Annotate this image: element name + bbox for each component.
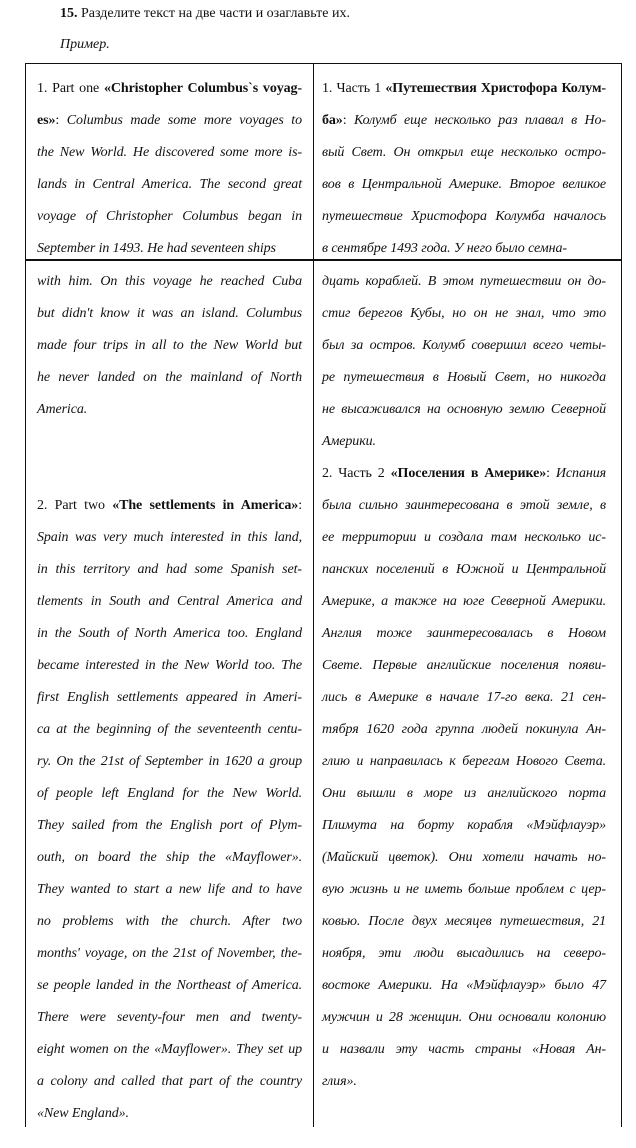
text-line (322, 682, 606, 714)
body-text: дцать кораблей. В этом путешествии он до- (322, 274, 606, 289)
body-text: tlements in South and Central America and (37, 594, 302, 609)
text-line (37, 778, 302, 810)
text-line (37, 522, 302, 554)
text-line (37, 650, 302, 682)
blank-line (37, 458, 302, 490)
text-line (322, 298, 606, 330)
text-line (322, 458, 606, 490)
body-text: 1. Part one (37, 81, 104, 96)
body-text: became interested in the New World too. The (37, 658, 302, 673)
text-line (322, 970, 606, 1002)
text-line (37, 1002, 302, 1034)
text-line (322, 426, 606, 458)
body-text: in the South of North America too. England (37, 626, 302, 641)
body-text: se people landed in the Northeast of America. (37, 978, 302, 993)
body-text: панских поселений в Южной и Центральной (322, 562, 606, 577)
task-text: Разделите текст на две части и озаглавьте их. (77, 6, 350, 21)
body-text: вов в Центральной Америке. Второе великое (322, 177, 606, 192)
body-text: и назвали эту часть страны «Новая Ан- (322, 1042, 606, 1057)
text-line (37, 906, 302, 938)
text-line (37, 330, 302, 362)
text-line (322, 1002, 606, 1034)
text-line (322, 874, 606, 906)
text-line (37, 394, 302, 426)
text-line (322, 778, 606, 810)
body-text: ре путешествия в Новый Свет, но никогда (322, 370, 606, 385)
blank-line (37, 426, 302, 458)
text-line (322, 233, 606, 259)
text-line (322, 137, 606, 169)
body-text: Испания (555, 466, 606, 481)
body-text: 2. Часть 2 (322, 466, 391, 481)
body-text: of people left England for the New World. (37, 786, 302, 801)
body-text: ca at the beginning of the seventeenth centu- (37, 722, 302, 737)
text-line (322, 746, 606, 778)
body-text: eight women on the «Mayflower». They set up (37, 1042, 302, 1057)
text-line (37, 970, 302, 1002)
text-line (37, 490, 302, 522)
body-text: ноября, эти люди высадились на северо- (322, 946, 606, 961)
text-line (322, 586, 606, 618)
text-line (37, 746, 302, 778)
body-text: There were seventy-four men and twenty- (37, 1010, 302, 1025)
body-text: lands in Central America. The second great (37, 177, 302, 192)
body-text: They wanted to start a new life and to have (37, 882, 302, 897)
body-text: тября 1620 года группа людей покинула Ан- (322, 722, 606, 737)
body-text: ry. On the 21st of September in 1620 a group (37, 754, 302, 769)
body-text: months' voyage, on the 21st of November, the- (37, 946, 302, 961)
text-line (322, 938, 606, 970)
text-line (322, 394, 606, 426)
body-text: Spain was very much interested in this land, (37, 530, 302, 545)
section-title-text: «Путешествия Христофора Колум- (385, 81, 606, 96)
russian-cell (314, 64, 618, 259)
text-line (322, 105, 606, 137)
text-line (37, 362, 302, 394)
text-line (322, 714, 606, 746)
body-text: Колумб еще несколько раз плавал в Но- (353, 113, 606, 128)
body-text: вую жизнь и не иметь больше проблем с цер- (322, 882, 606, 897)
text-line (322, 906, 606, 938)
text-line (37, 105, 302, 137)
text-line (37, 586, 302, 618)
text-line (37, 618, 302, 650)
body-text: Они вышли в море из английского порта (322, 786, 606, 801)
body-text: 1. Часть 1 (322, 81, 386, 96)
text-line (37, 233, 302, 259)
body-text: путешествие Христофора Колумба началось (322, 209, 606, 224)
text-line (322, 169, 606, 201)
text-line (322, 1034, 606, 1066)
section-title-text: es» (37, 113, 56, 128)
body-text: Америки. (322, 434, 376, 449)
text-line (322, 362, 606, 394)
body-text: мужчин и 28 женщин. Они основали колонию (322, 1010, 606, 1025)
text-line (322, 73, 606, 105)
section-title-text: «The settlements in America» (112, 498, 299, 513)
body-text: лись в Америке в начале 17-го века. 21 сен- (322, 690, 606, 705)
body-text: in this territory and had some Spanish set- (37, 562, 302, 577)
body-text: не высаживался на основную землю Северной (322, 402, 606, 417)
body-text: Америке, а также на юге Северной Америки. (322, 594, 606, 609)
body-text: ее территории и создала там несколько ис- (322, 530, 606, 545)
example-label: Пример. (60, 37, 110, 52)
body-text: вый Свет. Он открыл еще несколько остро- (322, 145, 606, 160)
body-text: but didn't know it was an island. Columbus (37, 306, 302, 321)
body-text: (Майский цветок). Они хотели начать но- (322, 850, 606, 865)
body-text: в сентябре 1493 года. У него было семна- (322, 241, 567, 256)
body-text: a colony and called that part of the country (37, 1074, 302, 1089)
body-text: 2. Part two (37, 498, 113, 513)
body-text: Англия тоже заинтересовалась в Новом (322, 626, 606, 641)
text-line (322, 810, 606, 842)
body-text: стиг берегов Кубы, но он не знал, что это (322, 306, 606, 321)
text-line (322, 201, 606, 233)
body-text: глию и направилась к берегам Нового Света. (322, 754, 606, 769)
russian-cell (314, 261, 618, 1127)
text-line (37, 169, 302, 201)
text-line (322, 1066, 606, 1098)
body-text: «New England». (37, 1106, 129, 1121)
body-text: ковью. После двух месяцев путешествия, 21 (322, 914, 606, 929)
text-line (37, 73, 302, 105)
section-title-text: ба» (322, 113, 343, 128)
body-text: first English settlements appeared in Ameri- (37, 690, 302, 705)
body-text: : (298, 498, 303, 513)
section-title-text: «Поселения в Америке» (390, 466, 547, 481)
table-row (26, 64, 621, 261)
body-text: был за остров. Колумб совершил всего четы- (322, 338, 606, 353)
text-line (37, 1066, 302, 1098)
text-line (37, 842, 302, 874)
text-line (37, 266, 302, 298)
text-line (322, 266, 606, 298)
task-number: 15. (60, 6, 78, 21)
body-text: : (342, 113, 354, 128)
text-line (37, 938, 302, 970)
body-text: Плимута на борту корабля «Мэйфлауэр» (322, 818, 606, 833)
body-text: : (55, 113, 67, 128)
body-text: the New World. He discovered some more is- (37, 145, 302, 160)
body-text: September in 1493. He had seventeen ships (37, 241, 276, 256)
task-instruction (60, 6, 350, 22)
english-cell (26, 261, 314, 1127)
text-line (322, 330, 606, 362)
text-line (37, 298, 302, 330)
body-text: Свете. Первые английские поселения появи- (322, 658, 606, 673)
table-row (26, 261, 621, 1127)
body-text: Columbus made some more voyages to (66, 113, 302, 128)
text-line (37, 201, 302, 233)
text-line (322, 522, 606, 554)
text-line (37, 810, 302, 842)
body-text: he never landed on the mainland of North (37, 370, 302, 385)
body-text: made four trips in all to the New World but (37, 338, 302, 353)
section-title-text: «Christopher Columbus`s voyag- (103, 81, 302, 96)
body-text: voyage of Christopher Columbus began in (37, 209, 302, 224)
body-text: outh, on board the ship the «Mayflower». (37, 850, 302, 865)
body-text: глия». (322, 1074, 357, 1089)
text-line (37, 874, 302, 906)
text-line (37, 554, 302, 586)
text-line (322, 554, 606, 586)
text-line (322, 490, 606, 522)
body-text: no problems with the church. After two (37, 914, 302, 929)
body-text: They sailed from the English port of Plym- (37, 818, 302, 833)
body-text: with him. On this voyage he reached Cuba (37, 274, 302, 289)
text-line (37, 682, 302, 714)
english-cell (26, 64, 314, 259)
body-text: : (546, 466, 556, 481)
text-line (37, 137, 302, 169)
text-line (37, 1034, 302, 1066)
text-line (37, 1098, 302, 1127)
text-line (322, 618, 606, 650)
text-line (322, 650, 606, 682)
body-text: была сильно заинтересована в этой земле, в (322, 498, 606, 513)
body-text: America. (37, 402, 88, 417)
text-line (322, 842, 606, 874)
text-line (37, 714, 302, 746)
translation-table (25, 63, 622, 1127)
body-text: востоке Америки. На «Мэйфлауэр» было 47 (322, 978, 606, 993)
